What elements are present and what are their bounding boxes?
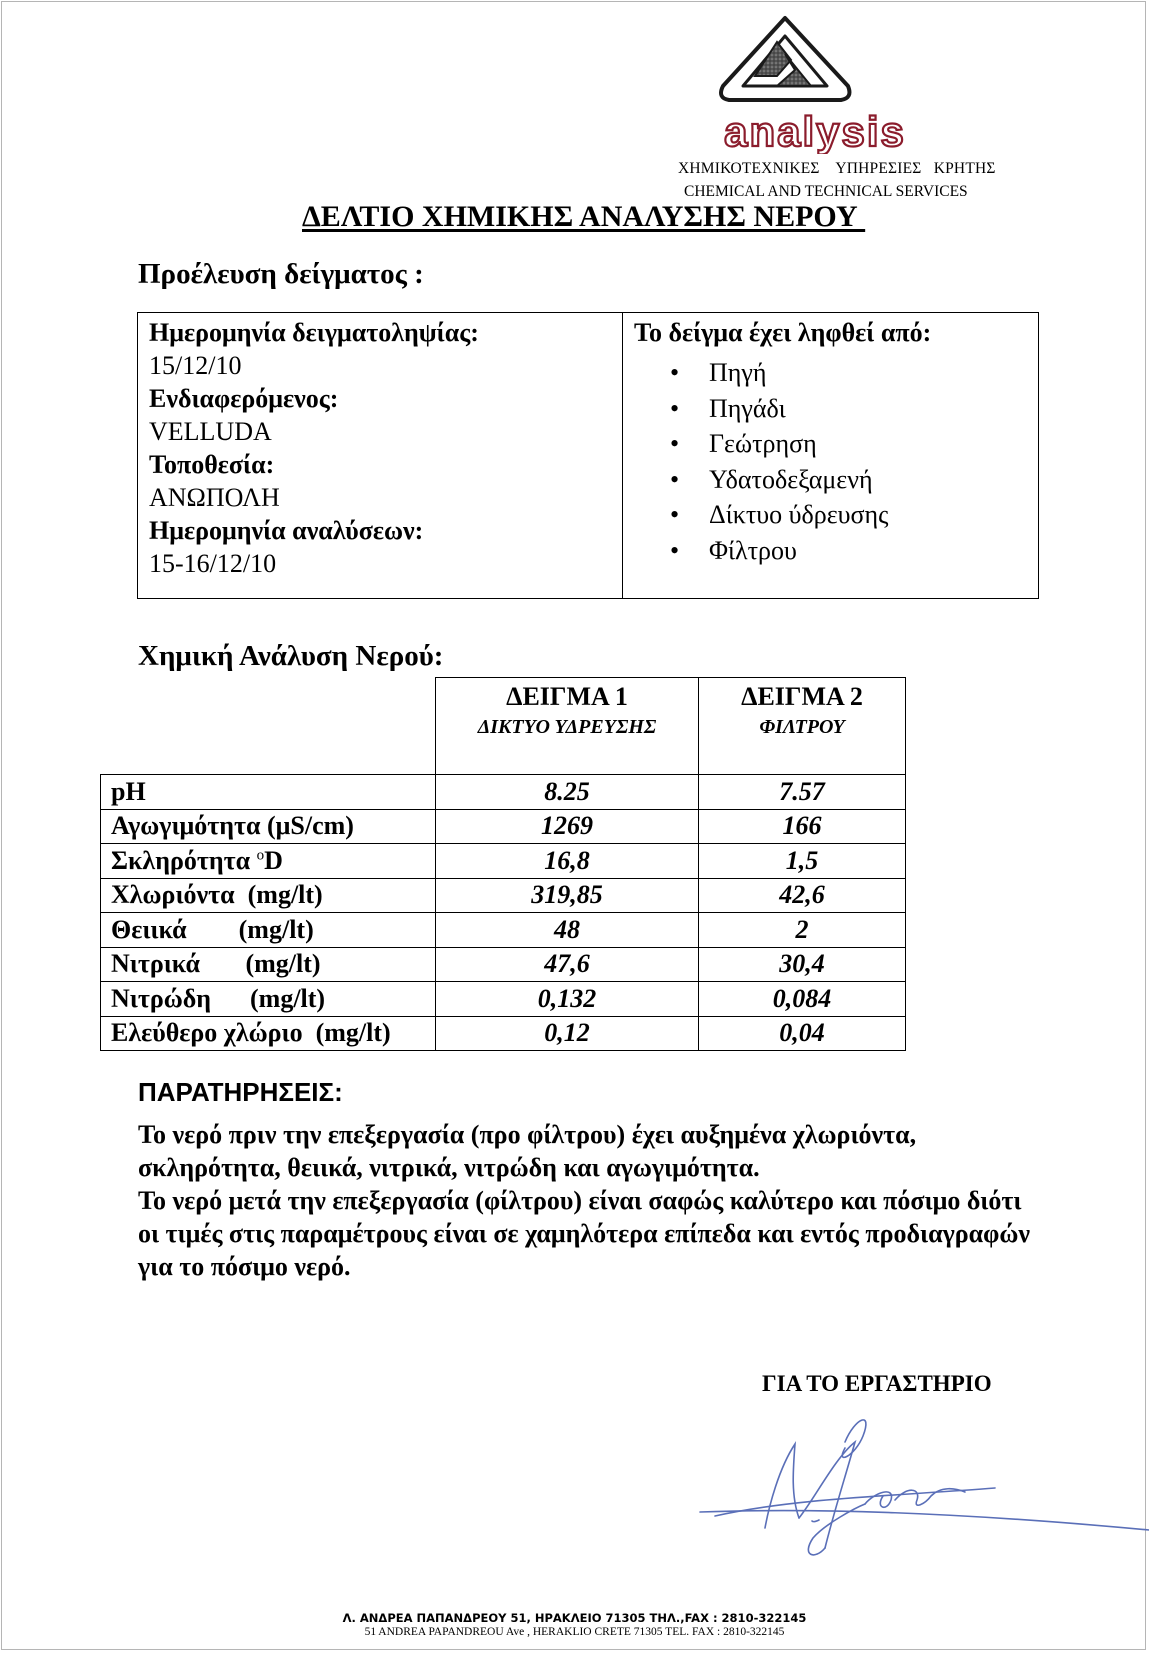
client-value: VELLUDA [149, 417, 272, 446]
sample2-name: ΔΕΙΓΜΑ 2 [741, 682, 863, 711]
source-label: Πηγάδι [709, 393, 786, 423]
bullet-icon: • [670, 393, 680, 423]
bullet-icon: • [670, 500, 680, 529]
company-logo [715, 14, 915, 154]
handwritten-signature [695, 1408, 1149, 1563]
sample2-value: 7.57 [699, 775, 906, 810]
source-label: Υδατοδεξαμενή [709, 464, 873, 494]
location-label: Τοποθεσία: [149, 450, 275, 479]
table-row [101, 947, 906, 982]
list-item [634, 391, 1038, 427]
sample2-value: 0,084 [699, 982, 906, 1017]
table-header-row [101, 678, 906, 775]
sample2-value: 1,5 [699, 844, 906, 879]
param-cell: Χλωριόντα (mg/lt) [101, 878, 436, 913]
param-unit: D [264, 845, 283, 875]
table-row [101, 913, 906, 948]
sample1-name: ΔΕΙΓΜΑ 1 [506, 682, 628, 711]
sample2-header [699, 678, 906, 775]
table-row [101, 1016, 906, 1051]
sample1-value: 1269 [436, 809, 699, 844]
sampling-date-label: Ημερομηνία δειγματοληψίας: [149, 318, 479, 347]
remarks-paragraph-1: Το νερό πριν την επεξεργασία (προ φίλτρου) έχει αυξημένα χλωριόντα, σκληρότητα, θειικά, νιτρικά, νιτρώδη και αγωγιμότητα. [138, 1120, 917, 1182]
source-label: Πηγή [709, 358, 767, 387]
sample1-header [436, 678, 699, 775]
remarks-heading: ΠΑΡΑΤΗΡΗΣΕΙΣ: [138, 1077, 343, 1107]
source-list [634, 355, 1038, 568]
source-label: Δίκτυο ύδρευσης [709, 500, 889, 529]
remarks-text [138, 1118, 1038, 1283]
analysis-date-value: 15-16/12/10 [149, 549, 277, 578]
bullet-icon: • [670, 535, 680, 565]
sample2-value: 166 [699, 809, 906, 844]
sample2-value: 42,6 [699, 878, 906, 913]
table-row [101, 878, 906, 913]
sample1-value: 16,8 [436, 844, 699, 879]
table-row [101, 775, 906, 810]
header-empty-cell [101, 678, 436, 775]
sample1-value: 0,132 [436, 982, 699, 1017]
source-heading: Το δείγμα έχει ληφθεί από: [634, 318, 932, 347]
footer-address-greek: Λ. ΑΝΔΡΕΑ ΠΑΠΑΝΔΡΕΟΥ 51, ΗΡΑΚΛΕΙΟ 71305 ΤΗΛ.,FAX : 2810-322145 [342, 1611, 807, 1625]
sample2-value: 2 [699, 913, 906, 948]
list-item [634, 497, 1038, 533]
sample2-subtitle: ΦΙΛΤΡΟΥ [759, 716, 845, 738]
list-item [634, 426, 1038, 462]
analysis-date-label: Ημερομηνία αναλύσεων: [149, 516, 424, 545]
sample1-subtitle: ΔΙΚΤΥΟ ΥΔΡΕΥΣΗΣ [477, 716, 657, 738]
bullet-icon: • [670, 429, 680, 458]
sample-source [623, 313, 1038, 598]
list-item [634, 462, 1038, 498]
sample2-value: 30,4 [699, 947, 906, 982]
sample-details [138, 313, 623, 598]
param-cell: Ελεύθερο χλώριο (mg/lt) [101, 1016, 436, 1051]
origin-heading: Προέλευση δείγματος : [138, 258, 424, 290]
source-label: Γεώτρηση [709, 429, 817, 458]
list-item [634, 355, 1038, 391]
param-cell: Αγωγιμότητα (μS/cm) [101, 809, 436, 844]
table-row [101, 982, 906, 1017]
signature-icon [695, 1408, 1149, 1563]
results-table [100, 677, 906, 1051]
sample1-value: 0,12 [436, 1016, 699, 1051]
param-text: Σκληρότητα [111, 845, 257, 875]
source-label: Φίλτρου [709, 535, 797, 565]
company-name-english: CHEMICAL AND TECHNICAL SERVICES [684, 183, 968, 200]
sample2-value: 0,04 [699, 1016, 906, 1051]
table-row [101, 844, 906, 879]
analysis-heading: Χημική Ανάλυση Νερού: [138, 640, 444, 672]
document-title: ΔΕΛΤΙΟ ΧΗΜΙΚΗΣ ΑΝΑΛΥΣΗΣ ΝΕΡΟΥ [302, 200, 866, 233]
svg-text:analysis: analysis [724, 108, 906, 154]
company-name-greek: ΧΗΜΙΚΟΤΕΧΝΙΚΕΣ ΥΠΗΡΕΣΙΕΣ ΚΡΗΤΗΣ [678, 160, 996, 177]
table-row [101, 809, 906, 844]
param-cell [101, 844, 436, 879]
location-value: ΑΝΩΠΟΛΗ [149, 483, 280, 512]
footer-address-english: 51 ANDREA PAPANDREOU Ave , HERAKLIO CRETE 71305 TEL. FAX : 2810-322145 [364, 1626, 785, 1638]
remarks-paragraph-2: Το νερό μετά την επεξεργασία (φίλτρου) είναι σαφώς καλύτερο και πόσιμο διότι οι τιμές στις παραμέτρους είναι σε χαμηλότερα επίπεδα και εντός προδιαγραφών για το πόσιμο νερό. [138, 1186, 1031, 1281]
param-cell: Θειικά (mg/lt) [101, 913, 436, 948]
sample1-value: 48 [436, 913, 699, 948]
sample1-value: 319,85 [436, 878, 699, 913]
bullet-icon: • [670, 358, 680, 387]
param-cell: Νιτρικά (mg/lt) [101, 947, 436, 982]
bullet-icon: • [670, 464, 680, 494]
sample1-value: 47,6 [436, 947, 699, 982]
client-label: Ενδιαφερόμενος: [149, 384, 339, 413]
param-cell: Νιτρώδη (mg/lt) [101, 982, 436, 1017]
degree-mark: ο [256, 847, 265, 864]
sampling-date-value: 15/12/10 [149, 351, 242, 380]
list-item [634, 533, 1038, 569]
logo-triangle-icon [715, 14, 915, 154]
param-cell: pH [101, 775, 436, 810]
sample1-value: 8.25 [436, 775, 699, 810]
sample-info-box [137, 312, 1039, 599]
signature-label: ΓΙΑ ΤΟ ΕΡΓΑΣΤΗΡΙΟ [762, 1371, 992, 1396]
